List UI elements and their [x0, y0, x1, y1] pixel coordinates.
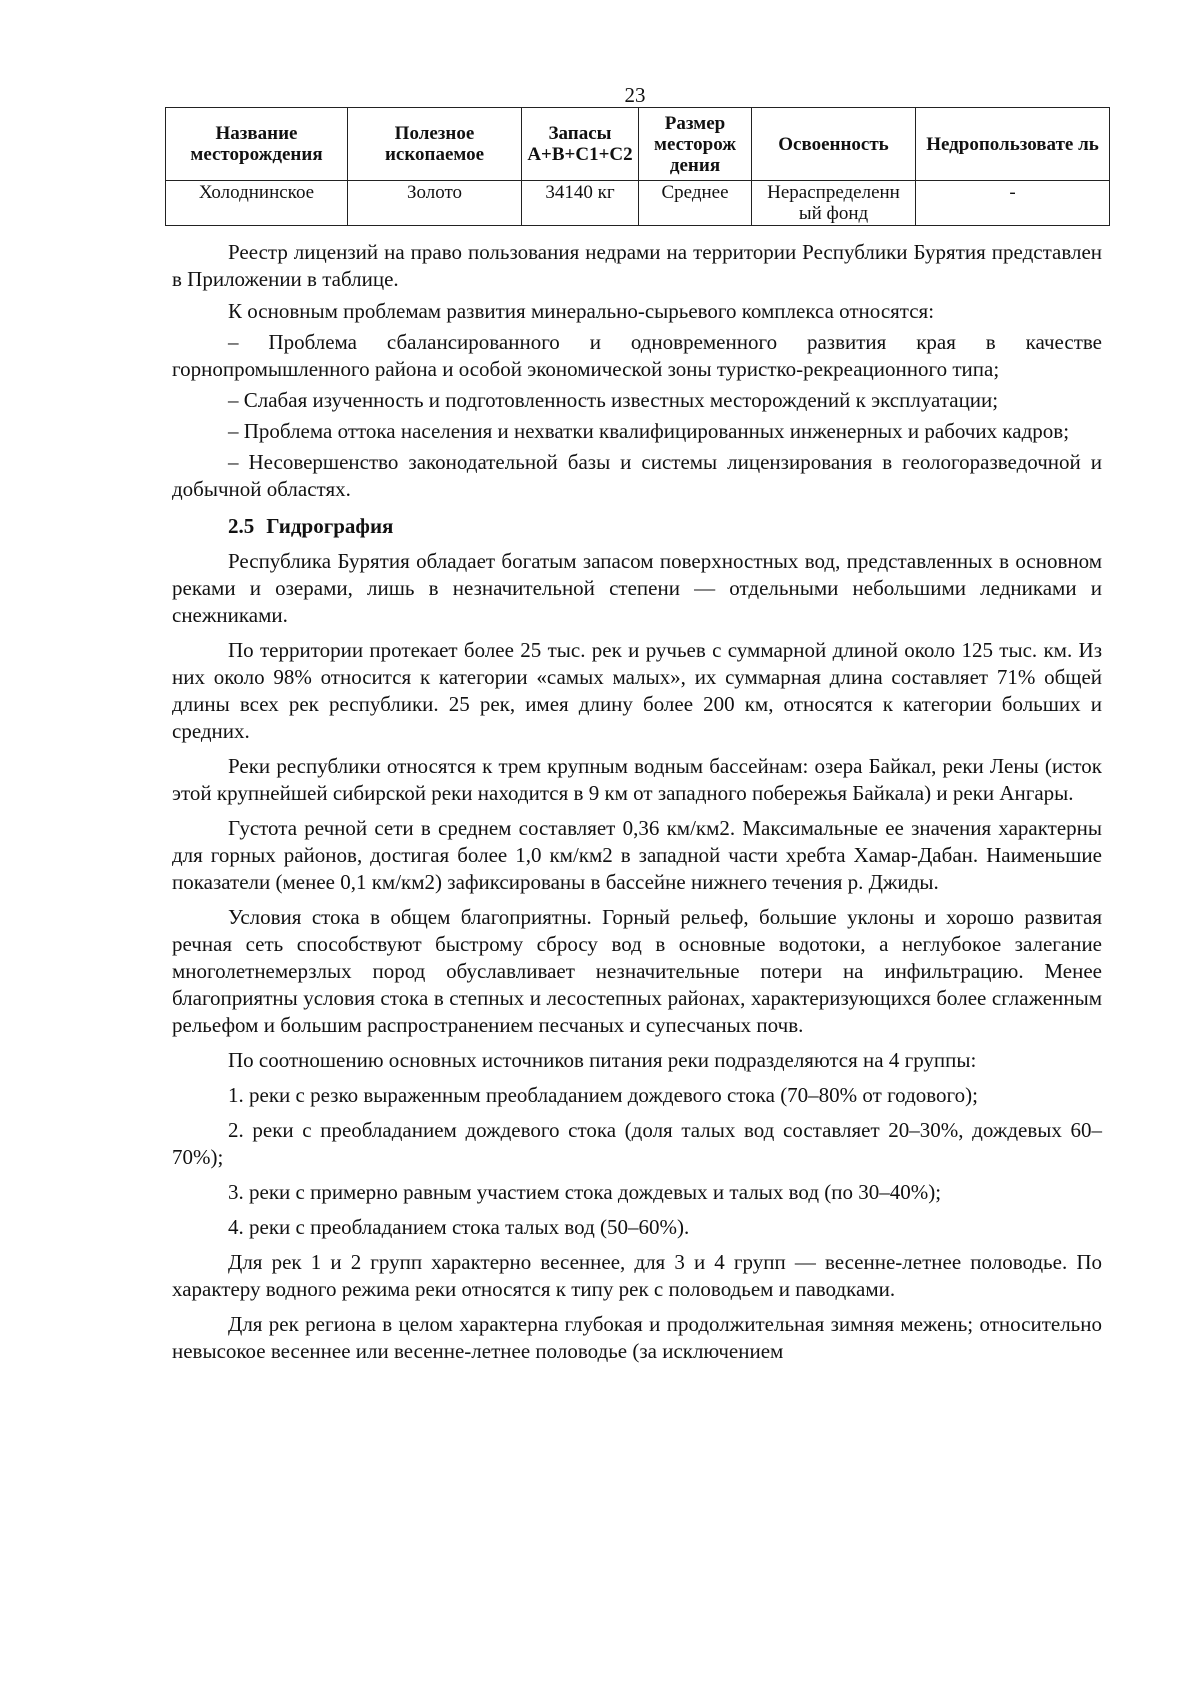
- paragraph: Условия стока в общем благоприятны. Горный рельеф, большие уклоны и хорошо развитая речная сеть способствуют быстрому сбросу вод в основные водотоки, а неглубокое залегание многолетнемерзлых пород обуславливает незначительные потери на инфильтрацию. Менее благоприятны условия стока в степных и лесостепных районах, характеризующихся более сглаженным рельефом и большим распространением песчаных и супесчаных почв.: [172, 905, 1102, 1037]
- table-header-cell: Название месторождения: [166, 108, 348, 181]
- table-header-cell: Освоенность: [752, 108, 916, 181]
- paragraph: Реки республики относятся к трем крупным водным бассейнам: озера Байкал, реки Лены (исток этой крупнейшей сибирской реки находится в 9 км от западного побережья Байкала) и реки Ангары.: [172, 754, 1102, 805]
- table-header-cell: Запасы А+В+С1+С2: [522, 108, 639, 181]
- table-header-cell: Недропользовате ль: [916, 108, 1110, 181]
- paragraph: Республика Бурятия обладает богатым запасом поверхностных вод, представленных в основном реками и озерами, лишь в незначительной степени — отдельными небольшими ледниками и снежниками.: [172, 549, 1102, 627]
- paragraph: Реестр лицензий на право пользования недрами на территории Республики Бурятия представлен в Приложении в таблице.: [172, 240, 1102, 291]
- paragraph: Густота речной сети в среднем составляет 0,36 км/км2. Максимальные ее значения характерны для горных районов, достигая более 1,0 км/км2 в западной части хребта Хамар-Дабан. Наименьшие показатели (менее 0,1 км/км2) зафиксированы в бассейне нижнего течения р. Джиды.: [172, 816, 1102, 894]
- list-item: 4. реки с преобладанием стока талых вод (50–60%).: [228, 1215, 690, 1239]
- table-header-row: [166, 108, 1110, 181]
- paragraph: По территории протекает более 25 тыс. рек и ручьев с суммарной длиной около 125 тыс. км. Из них около 98% относится к категории «самых малых», их суммарная длина составляет 71% общей длины всех рек республики. 25 рек, имея длину более 200 км, относятся к категории больших и средних.: [172, 638, 1102, 743]
- page-number: 23: [624, 83, 646, 107]
- table-cell: -: [916, 181, 1110, 226]
- table-cell: 34140 кг: [522, 181, 639, 226]
- table-cell: Холоднинское: [166, 181, 348, 226]
- list-item: – Несовершенство законодательной базы и системы лицензирования в геологоразведочной и добычной областях.: [172, 450, 1102, 501]
- table-row: [166, 181, 1110, 226]
- table-cell: Золото: [348, 181, 522, 226]
- list-item: 3. реки с примерно равным участием стока дождевых и талых вод (по 30–40%);: [228, 1180, 942, 1204]
- list-item: – Проблема сбалансированного и одновременного развития края в качестве горнопромышленного района и особой экономической зоны туристко-рекреационного типа;: [172, 330, 1102, 381]
- table-cell: Среднее: [639, 181, 752, 226]
- deposits-table: [165, 107, 1110, 226]
- list-item: – Проблема оттока населения и нехватки квалифицированных инженерных и рабочих кадров;: [228, 419, 1070, 443]
- section-title: Гидрография: [266, 514, 394, 538]
- section-heading: [172, 513, 1102, 540]
- table-header-cell: Полезное ископаемое: [348, 108, 522, 181]
- document-body: [172, 239, 1102, 1365]
- table-header-cell: Размер месторож дения: [639, 108, 752, 181]
- paragraph: К основным проблемам развития минерально-сырьевого комплекса относятся:: [228, 299, 935, 323]
- list-item: 1. реки с резко выраженным преобладанием дождевого стока (70–80% от годового);: [228, 1083, 978, 1107]
- paragraph: Для рек региона в целом характерна глубокая и продолжительная зимняя межень; относительно невысокое весеннее или весенне-летнее половодье (за исключением: [172, 1312, 1102, 1363]
- paragraph: По соотношению основных источников питания реки подразделяются на 4 группы:: [228, 1048, 977, 1072]
- list-item: 2. реки с преобладанием дождевого стока (доля талых вод составляет 20–30%, дождевых 60–70%);: [172, 1118, 1102, 1169]
- list-item: – Слабая изученность и подготовленность известных месторождений к эксплуатации;: [228, 388, 999, 412]
- table-cell: Нераспределенн ый фонд: [752, 181, 916, 226]
- section-number: 2.5: [228, 514, 255, 538]
- paragraph: Для рек 1 и 2 групп характерно весеннее, для 3 и 4 групп — весенне-летнее половодье. По характеру водного режима реки относятся к типу рек с половодьем и паводками.: [172, 1250, 1102, 1301]
